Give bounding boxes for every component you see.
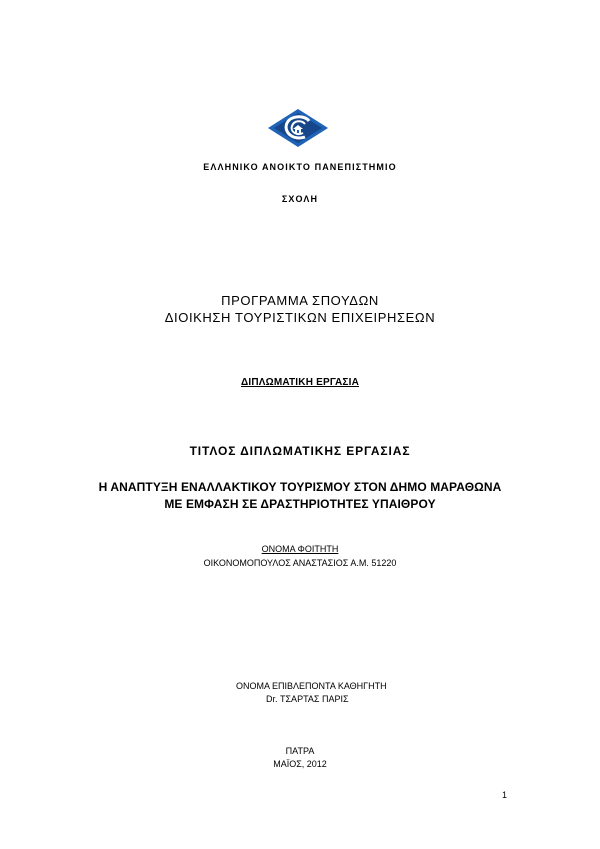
school-name: ΣΧΟΛΗ	[281, 194, 319, 204]
date: ΜΑΪΟΣ, 2012	[273, 759, 327, 769]
student-label: ΟΝΟΜΑ ΦΟΙΤΗΤΗ	[261, 544, 339, 554]
page-number: 1	[502, 790, 508, 800]
program-label: ΠΡΟΓΡΑΜΜΑ ΣΠΟΥΔΩΝ	[221, 293, 379, 308]
student-name: ΟΙΚΟΝΟΜΟΠΟΥΛΟΣ ΑΝΑΣΤΑΣΙΟΣ Α.Μ. 51220	[203, 558, 397, 568]
thesis-title-line-1: Η ΑΝΑΠΤΥΞΗ ΕΝΑΛΛΑΚΤΙΚΟΥ ΤΟΥΡΙΣΜΟΥ ΣΤΟΝ ΔΗΜΟ ΜΑΡΑΘΩΝΑ	[98, 480, 502, 494]
hellenic-open-university-logo-icon	[267, 108, 329, 148]
thesis-title-label: ΤΙΤΛΟΣ ΔΙΠΛΩΜΑΤΙΚΗΣ ΕΡΓΑΣΙΑΣ	[189, 444, 411, 458]
thesis-type-label: ΔΙΠΛΩΜΑΤΙΚΗ ΕΡΓΑΣΙΑ	[241, 377, 359, 388]
thesis-title-line-2: ΜΕ ΕΜΦΑΣΗ ΣΕ ΔΡΑΣΤΗΡΙΟΤΗΤΕΣ ΥΠΑΙΘΡΟΥ	[164, 497, 436, 511]
city: ΠΑΤΡΑ	[285, 746, 315, 756]
program-name: ΔΙΟΙΚΗΣΗ ΤΟΥΡΙΣΤΙΚΩΝ ΕΠΙΧΕΙΡΗΣΕΩΝ	[164, 310, 436, 325]
supervisor-label: ΟΝΟΜΑ ΕΠΙΒΛΕΠΟΝΤΑ ΚΑΘΗΓΗΤΗ	[236, 681, 387, 691]
university-name: ΕΛΛΗΝΙΚΟ ΑΝΟΙΚΤΟ ΠΑΝΕΠΙΣΤΗΜΙΟ	[203, 162, 397, 172]
supervisor-name: Dr. ΤΣΑΡΤΑΣ ΠΑΡΙΣ	[266, 694, 349, 704]
